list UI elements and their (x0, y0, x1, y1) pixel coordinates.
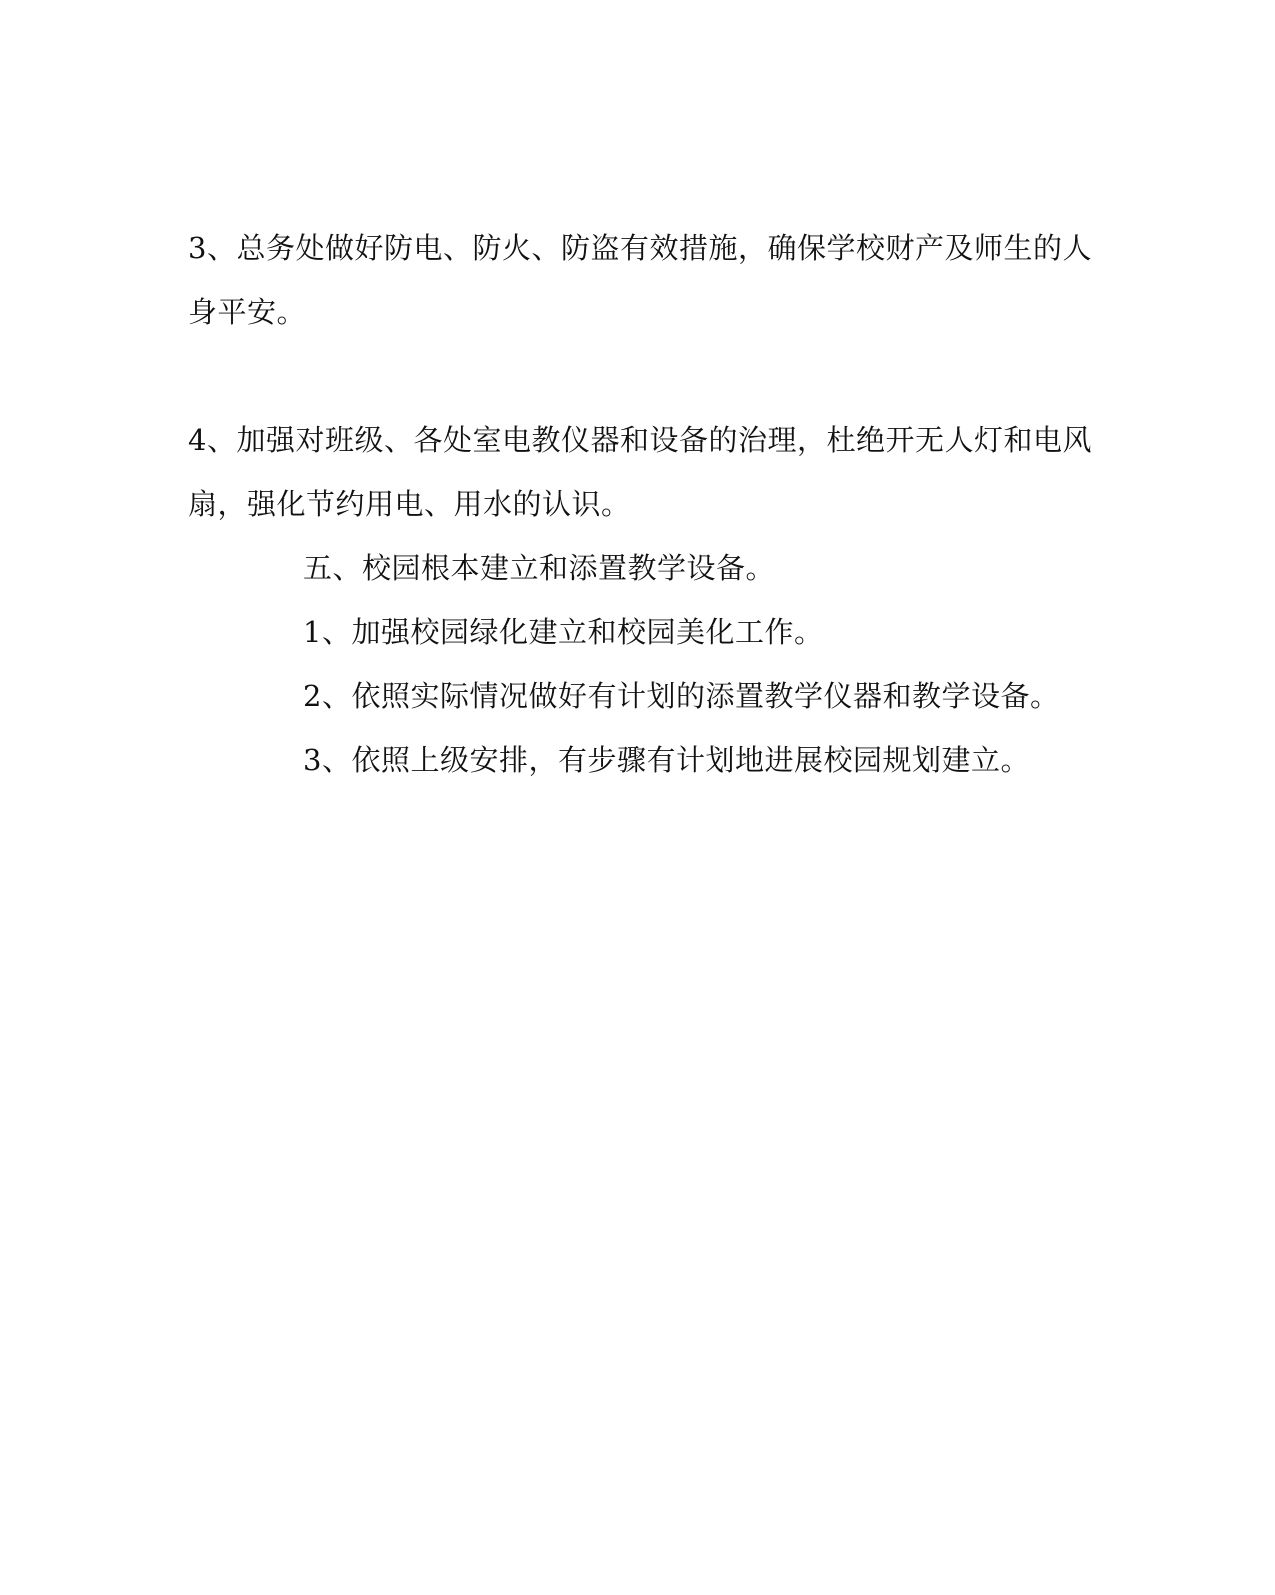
section-five-item-3: 3、依照上级安排，有步骤有计划地进展校园规划建立。 (303, 743, 1030, 777)
section-five-item-1: 1、加强校园绿化建立和校园美化工作。 (303, 615, 824, 649)
paragraph-3-line-1: 3、总务处做好防电、防火、防盗有效措施，确保学校财产及师生的人 (188, 231, 1092, 265)
paragraph-3-line-2: 身平安。 (188, 295, 307, 329)
section-five-item-2: 2、依照实际情况做好有计划的添置教学仪器和教学设备。 (303, 679, 1060, 713)
paragraph-4-line-2: 扇，强化节约用电、用水的认识。 (188, 487, 631, 521)
section-five-heading: 五、校园根本建立和添置教学设备。 (303, 551, 776, 585)
paragraph-4-line-1: 4、加强对班级、各处室电教仪器和设备的治理，杜绝开无人灯和电风 (188, 423, 1092, 457)
